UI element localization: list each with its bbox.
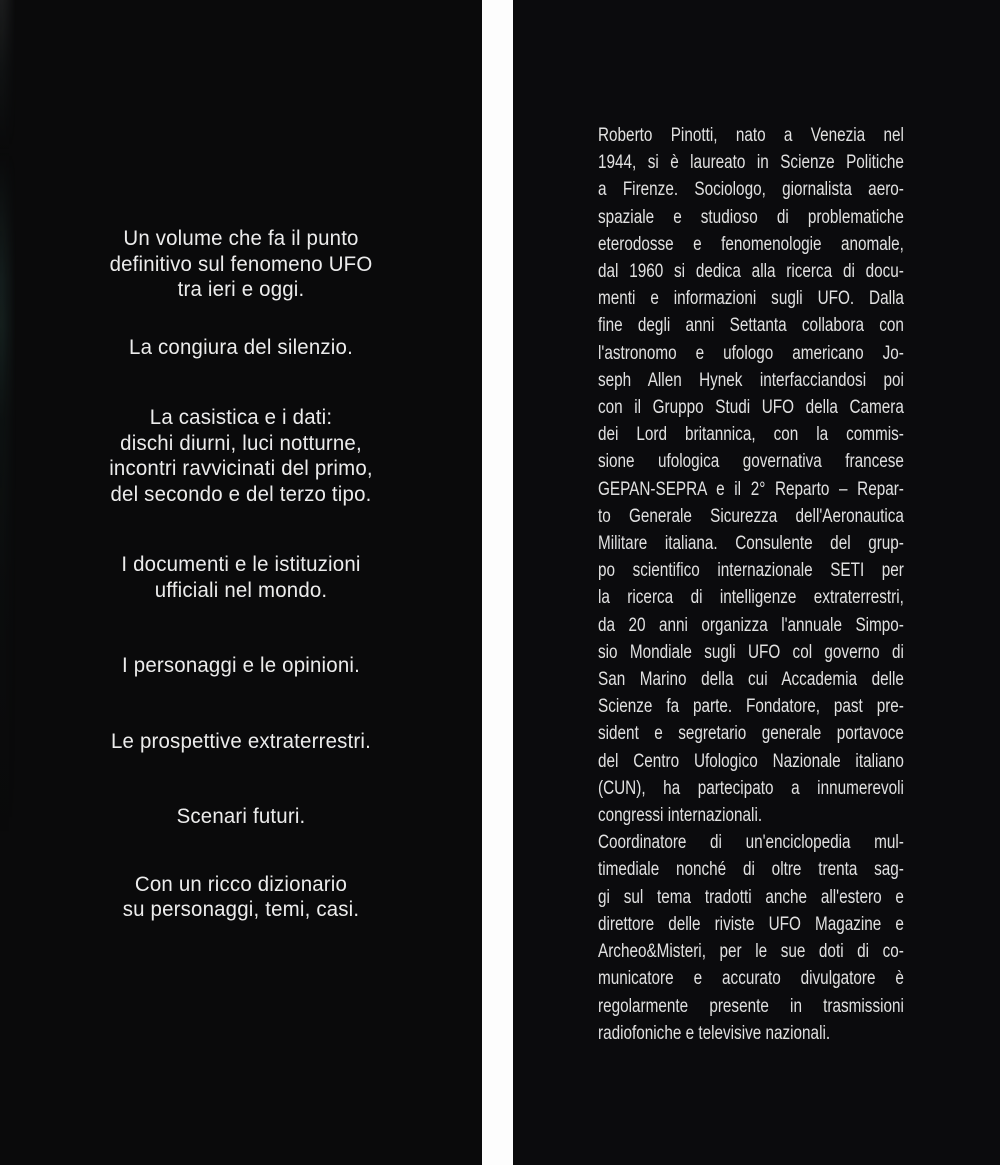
cover-statement — [12, 653, 470, 679]
bio-line: dal 1960 si dedica alla ricerca di docu- — [598, 261, 904, 283]
bio-line: Coordinatore di un'enciclopedia mul- — [598, 832, 904, 854]
bio-line: Archeo&Misteri, per le sue doti di co- — [598, 941, 904, 963]
bio-line: da 20 anni organizza l'annuale Simpo- — [598, 614, 904, 636]
bio-line: gi sul tema tradotti anche all'estero e — [598, 886, 904, 908]
bio-line: a Firenze. Sociologo, giornalista aero- — [598, 179, 904, 201]
statement-line: La congiura del silenzio. — [129, 334, 353, 359]
cover-statement — [12, 226, 470, 303]
bio-line: fine degli anni Settanta collabora con — [598, 315, 904, 337]
bio-line: Scienze fa parte. Fondatore, past pre- — [598, 696, 904, 718]
cover-statement — [12, 729, 470, 755]
bio-line: Militare italiana. Consulente del grup- — [598, 533, 904, 555]
cover-statement — [12, 405, 470, 507]
bio-line: spaziale e studioso di problematiche — [598, 206, 904, 228]
bio-line: la ricerca di intelligenze extraterrestri, — [598, 587, 904, 609]
cover-statement — [12, 335, 470, 361]
statement-line: tra ieri e oggi. — [177, 277, 305, 301]
bio-line: con il Gruppo Studi UFO della Camera — [598, 397, 904, 419]
bio-line: sident e segretario generale portavoce — [598, 723, 904, 745]
statement-line: Con un ricco dizionario — [134, 871, 348, 896]
bio-line: eterodosse e fenomenologie anomale, — [598, 233, 904, 255]
statement-line: I documenti e le istituzioni — [121, 552, 361, 576]
bio-line: l'astronomo e ufologo americano Jo- — [598, 342, 904, 364]
statement-line: del secondo e del terzo tipo. — [110, 481, 372, 506]
bio-line: po scientifico internazionale SETI per — [598, 560, 904, 582]
bio-line: regolarmente presente in trasmissioni — [598, 995, 904, 1017]
bio-line: San Marino della cui Accademia delle — [598, 669, 904, 691]
statement-line: dischi diurni, luci notturne, — [120, 430, 362, 455]
author-bio — [598, 122, 904, 1047]
statement-line: Un volume che fa il punto — [123, 226, 359, 250]
bio-line: dei Lord britannica, con la commis- — [598, 424, 904, 446]
bio-line: menti e informazioni sugli UFO. Dalla — [598, 288, 904, 310]
bio-line: sione ufologica governativa francese — [598, 451, 904, 473]
bio-line: municatore e accurato divulgatore è — [598, 968, 904, 990]
bio-line: radiofoniche e televisive nazionali. — [598, 1022, 831, 1044]
bio-line: timediale nonché di oltre trenta sag- — [598, 859, 904, 881]
cover-statement — [12, 872, 470, 923]
bio-line: direttore delle riviste UFO Magazine e — [598, 913, 904, 935]
statement-line: La casistica e i dati: — [149, 405, 333, 429]
statement-line: definitivo sul fenomeno UFO — [109, 251, 373, 276]
bio-line: 1944, si è laureato in Scienze Politiche — [598, 152, 904, 174]
bio-line: del Centro Ufologico Nazionale italiano — [598, 750, 904, 772]
bio-line: congressi internazionali. — [598, 805, 763, 827]
cover-statement — [12, 804, 470, 830]
statement-line: Le prospettive extraterrestri. — [110, 728, 371, 753]
bio-line: sio Mondiale sugli UFO col governo di — [598, 641, 904, 663]
cover-statements — [12, 226, 470, 923]
bio-line: (CUN), ha partecipato a innumerevoli — [598, 777, 904, 799]
spine-strip — [482, 0, 513, 1165]
bio-line: to Generale Sicurezza dell'Aeronautica — [598, 505, 904, 527]
back-cover-panel — [0, 0, 482, 1165]
bio-line: seph Allen Hynek interfacciandosi poi — [598, 369, 904, 391]
statement-line: su personaggi, temi, casi. — [122, 897, 360, 921]
bio-line: GEPAN-SEPRA e il 2° Reparto – Repar- — [598, 478, 904, 500]
statement-line: I personaggi e le opinioni. — [122, 653, 360, 677]
bio-line: Roberto Pinotti, nato a Venezia nel — [598, 125, 904, 146]
inside-flap-panel — [513, 0, 1000, 1165]
statement-line: Scenari futuri. — [176, 804, 306, 828]
cover-statement — [12, 552, 470, 603]
statement-line: ufficiali nel mondo. — [154, 577, 328, 602]
statement-line: incontri ravvicinati del primo, — [109, 456, 373, 480]
